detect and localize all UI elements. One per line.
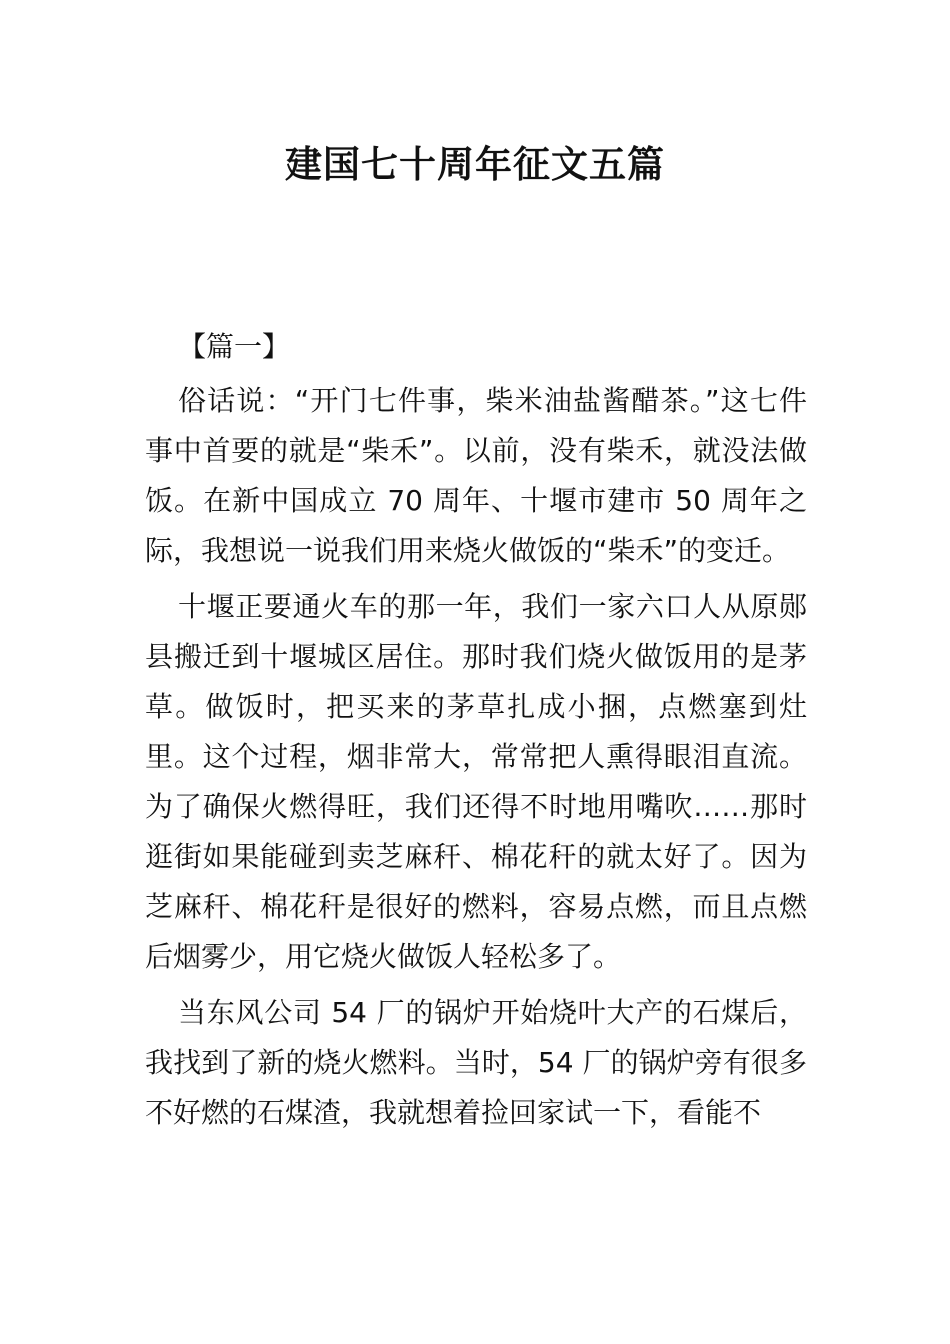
paragraph-1: 俗话说：“开门七件事，柴米油盐酱醋茶。”这七件事中首要的就是“柴禾”。以前，没有柴禾，就没法做饭。在新中国成立 70 周年、十堰市建市 50 周年之际，我想说一说我们用来烧火做饭的“柴禾”的变迁。 — [145, 384, 807, 567]
document-body — [145, 322, 807, 1144]
paragraph-3: 当东风公司 54 厂的锅炉开始烧叶大产的石煤后，我找到了新的烧火燃料。当时，54 厂的锅炉旁有很多不好燃的石煤渣，我就想着捡回家试一下，看能不 — [145, 996, 807, 1129]
paragraph-2: 十堰正要通火车的那一年，我们一家六口人从原郧县搬迁到十堰城区居住。那时我们烧火做饭用的是茅草。做饭时，把买来的茅草扎成小捆，点燃塞到灶里。这个过程，烟非常大，常常把人熏得眼泪直流。为了确保火燃得旺，我们还得不时地用嘴吹……那时逛街如果能碰到卖芝麻秆、棉花秆的就太好了。因为芝麻秆、棉花秆是很好的燃料，容易点燃，而且点燃后烟雾少，用它烧火做饭人轻松多了。 — [145, 590, 807, 973]
section-heading: 【篇一】 — [178, 330, 291, 363]
document-title: 建国七十周年征文五篇 — [285, 143, 665, 186]
